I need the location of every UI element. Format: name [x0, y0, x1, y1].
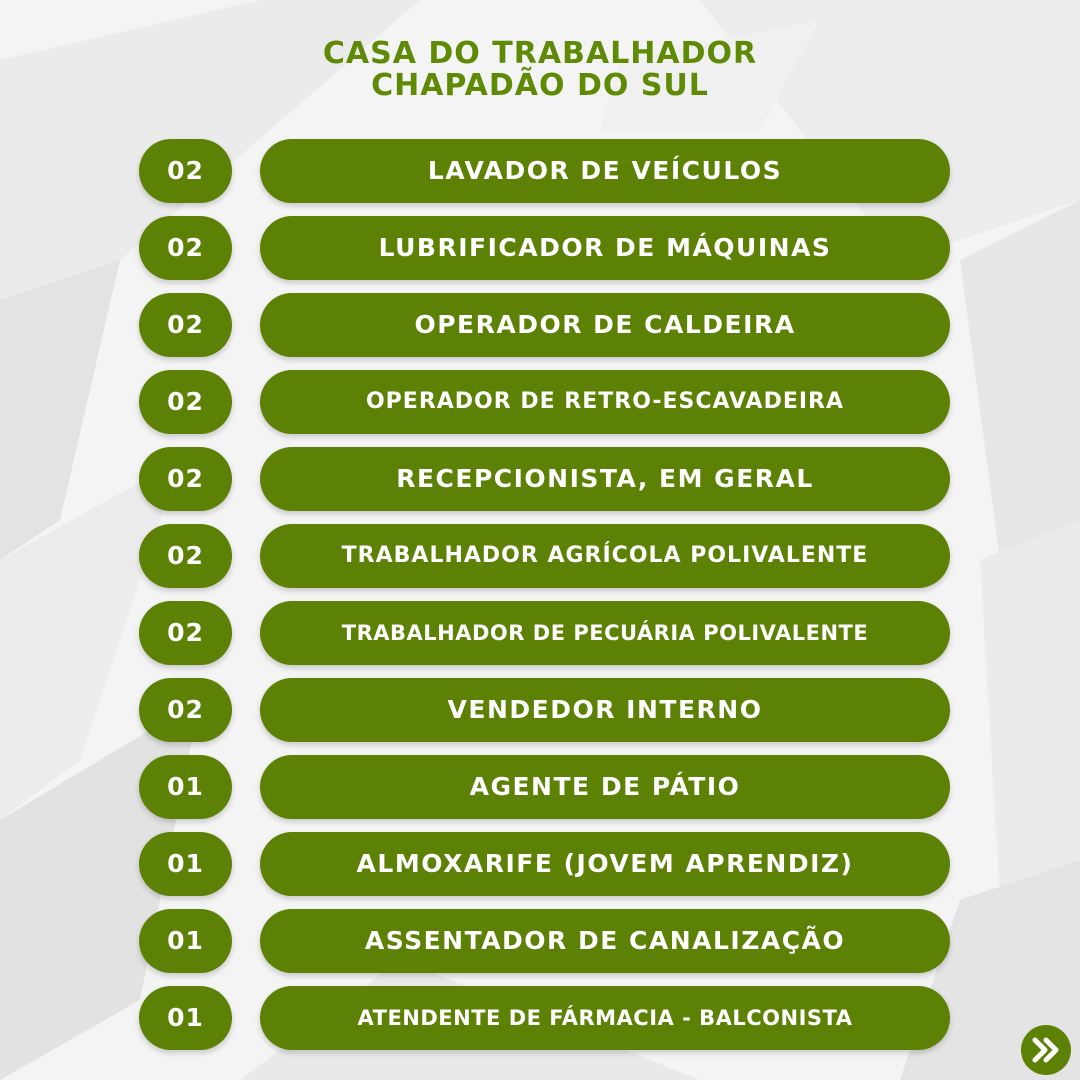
job-row	[0, 447, 1080, 511]
job-title-pill: OPERADOR DE CALDEIRA	[260, 293, 950, 357]
vacancy-count-badge: 01	[139, 986, 232, 1050]
job-title-pill: RECEPCIONISTA, EM GERAL	[260, 447, 950, 511]
job-title-pill: TRABALHADOR AGRÍCOLA POLIVALENTE	[260, 524, 950, 588]
job-row	[0, 139, 1080, 203]
job-row	[0, 524, 1080, 588]
vacancy-count-badge: 02	[139, 447, 232, 511]
job-row	[0, 832, 1080, 896]
job-row	[0, 601, 1080, 665]
job-row	[0, 216, 1080, 280]
job-title-pill: AGENTE DE PÁTIO	[260, 755, 950, 819]
title-line-2: CHAPADÃO DO SUL	[371, 68, 709, 103]
vacancy-count-badge: 01	[139, 909, 232, 973]
job-title-pill: LAVADOR DE VEÍCULOS	[260, 139, 950, 203]
vacancy-count-badge: 01	[139, 755, 232, 819]
job-row	[0, 678, 1080, 742]
job-title-pill: ASSENTADOR DE CANALIZAÇÃO	[260, 909, 950, 973]
vacancy-count-badge: 02	[139, 216, 232, 280]
job-title-pill: VENDEDOR INTERNO	[260, 678, 950, 742]
job-title-pill: ALMOXARIFE (JOVEM APRENDIZ)	[260, 832, 950, 896]
job-row	[0, 986, 1080, 1050]
vacancy-count-badge: 02	[139, 293, 232, 357]
vacancy-count-badge: 02	[139, 601, 232, 665]
title-line-1: CASA DO TRABALHADOR	[322, 36, 758, 71]
vacancy-count-badge: 02	[139, 370, 232, 434]
vacancy-count-badge: 02	[139, 678, 232, 742]
vacancy-count-badge: 02	[139, 139, 232, 203]
job-row	[0, 909, 1080, 973]
job-title-pill: ATENDENTE DE FÁRMACIA - BALCONISTA	[260, 986, 950, 1050]
next-page-button[interactable]	[1021, 1025, 1071, 1075]
job-row	[0, 370, 1080, 434]
job-title-pill: TRABALHADOR DE PECUÁRIA POLIVALENTE	[260, 601, 950, 665]
vacancy-count-badge: 02	[139, 524, 232, 588]
double-chevron-right-icon	[1021, 1025, 1071, 1075]
job-title-pill: OPERADOR DE RETRO-ESCAVADEIRA	[260, 370, 950, 434]
job-row	[0, 293, 1080, 357]
vacancy-count-badge: 01	[139, 832, 232, 896]
job-row	[0, 755, 1080, 819]
job-title-pill: LUBRIFICADOR DE MÁQUINAS	[260, 216, 950, 280]
